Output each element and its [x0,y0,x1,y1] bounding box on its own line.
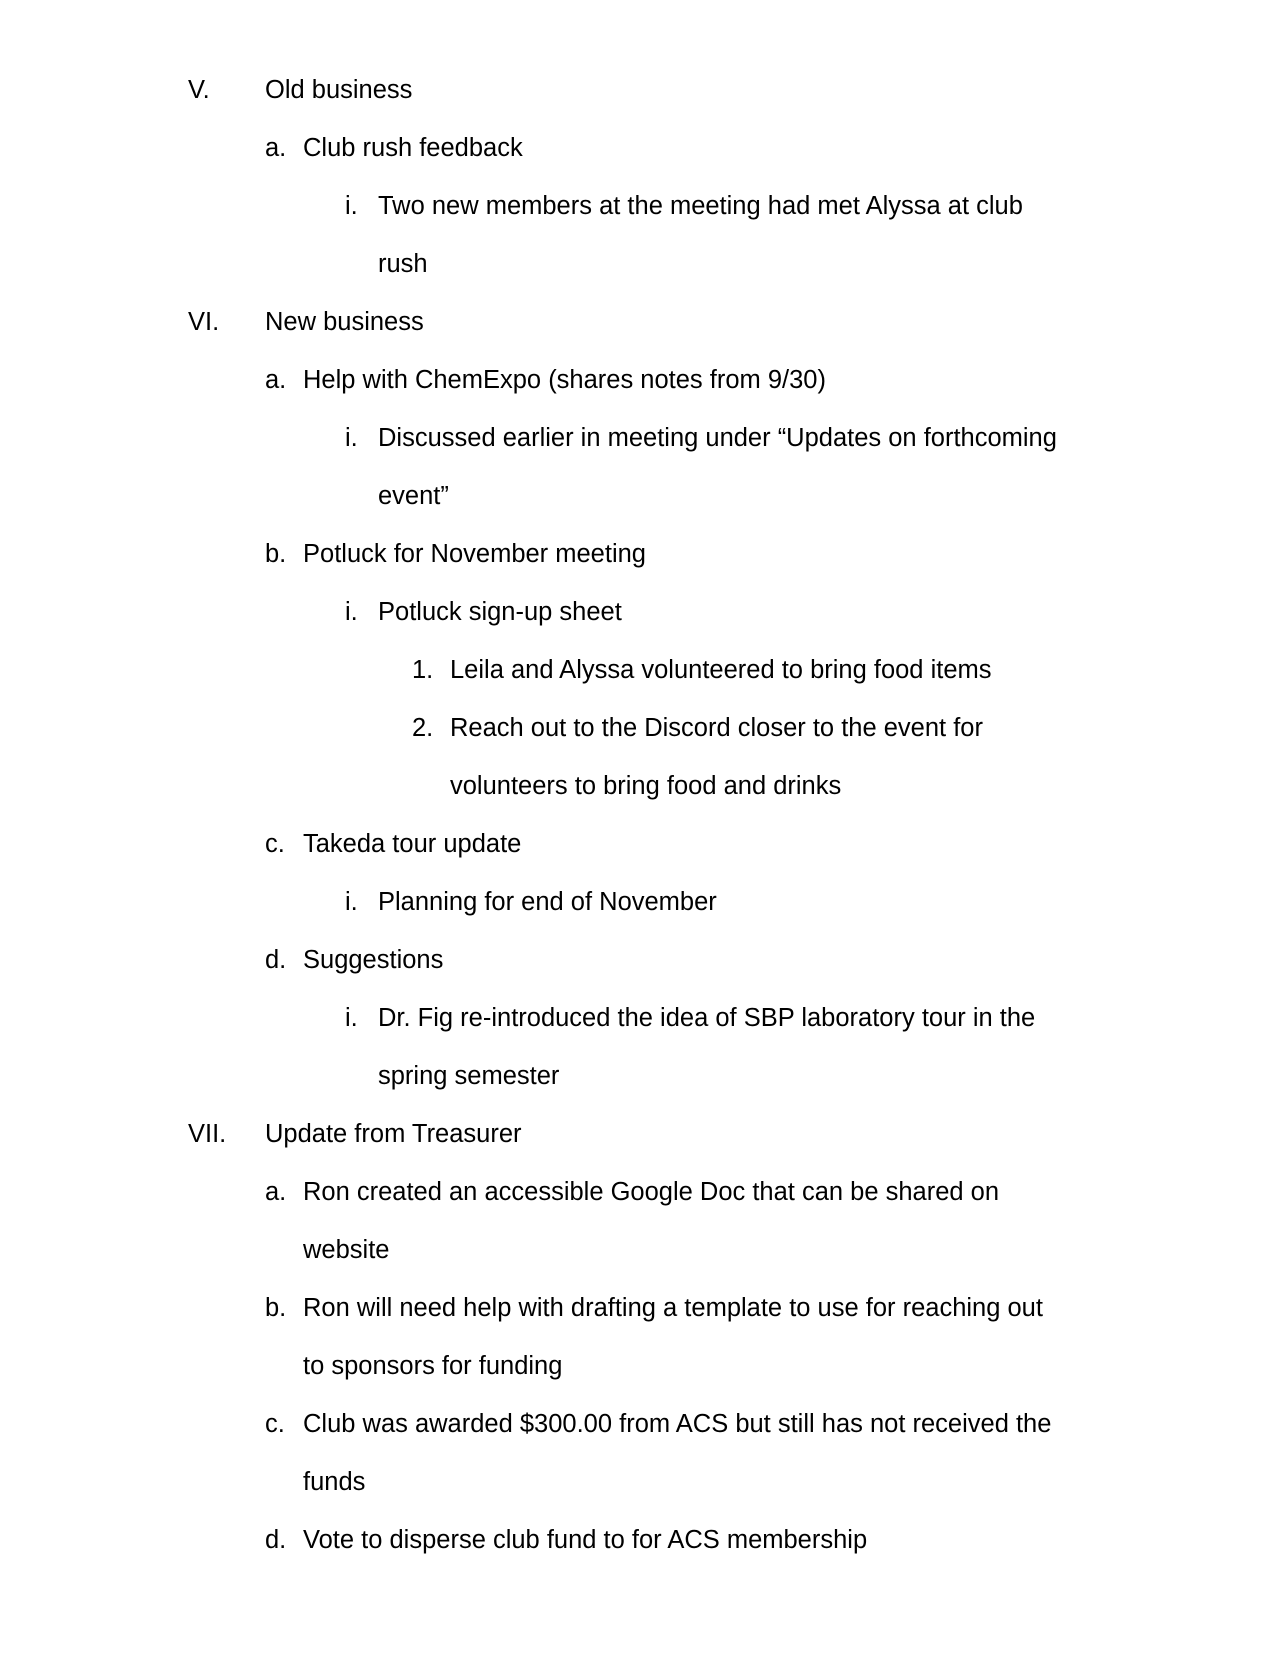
outline-line [0,931,1280,989]
outline-line-continuation [0,1221,1280,1279]
line-text: volunteers to bring food and drinks [450,772,842,800]
outline-line [0,177,1280,235]
line-text: Old business [265,76,413,104]
outline-line-continuation [0,757,1280,815]
list-marker: c. [265,1410,285,1438]
line-text: event” [378,482,449,510]
line-text: Reach out to the Discord closer to the event for [450,714,983,742]
outline-line [0,61,1280,119]
list-marker: d. [265,946,287,974]
line-text: Planning for end of November [378,888,717,916]
list-marker: c. [265,830,285,858]
outline-line [0,641,1280,699]
line-text: rush [378,250,428,278]
list-marker: b. [265,540,287,568]
list-marker: i. [345,192,358,220]
list-marker: i. [345,888,358,916]
line-text: Club rush feedback [303,134,523,162]
list-marker: i. [345,1004,358,1032]
line-text: Leila and Alyssa volunteered to bring food items [450,656,992,684]
list-marker: V. [188,76,210,104]
list-marker: 2. [412,714,434,742]
line-text: Update from Treasurer [265,1120,522,1148]
line-text: website [303,1236,390,1264]
outline-line-continuation [0,1453,1280,1511]
outline-line-continuation [0,467,1280,525]
outline-line [0,1395,1280,1453]
line-text: Takeda tour update [303,830,522,858]
line-text: Club was awarded $300.00 from ACS but still has not received the [303,1410,1052,1438]
list-marker: b. [265,1294,287,1322]
line-text: New business [265,308,424,336]
list-marker: i. [345,424,358,452]
outline-line [0,873,1280,931]
line-text: Potluck sign-up sheet [378,598,622,626]
line-text: Suggestions [303,946,444,974]
line-text: Discussed earlier in meeting under “Updates on forthcoming [378,424,1057,452]
outline-line [0,409,1280,467]
outline-line [0,293,1280,351]
outline-line [0,989,1280,1047]
line-text: funds [303,1468,366,1496]
outline-line [0,525,1280,583]
line-text: Two new members at the meeting had met Alyssa at club [378,192,1023,220]
list-marker: VII. [188,1120,227,1148]
outline-line [0,699,1280,757]
list-marker: a. [265,366,287,394]
outline-line [0,119,1280,177]
outline-line-continuation [0,1337,1280,1395]
line-text: spring semester [378,1062,560,1090]
line-text: Ron will need help with drafting a template to use for reaching out [303,1294,1043,1322]
outline-line-continuation [0,1047,1280,1105]
list-marker: d. [265,1526,287,1554]
outline-line [0,1279,1280,1337]
line-text: Help with ChemExpo (shares notes from 9/30) [303,366,826,394]
line-text: Dr. Fig re-introduced the idea of SBP laboratory tour in the [378,1004,1036,1032]
list-marker: a. [265,134,287,162]
line-text: Ron created an accessible Google Doc that can be shared on [303,1178,1000,1206]
outline-line [0,583,1280,641]
list-marker: VI. [188,308,220,336]
outline-line [0,815,1280,873]
outline-line-continuation [0,235,1280,293]
list-marker: a. [265,1178,287,1206]
line-text: Vote to disperse club fund to for ACS membership [303,1526,868,1554]
outline-line [0,1163,1280,1221]
outline-line [0,351,1280,409]
outline-line [0,1511,1280,1569]
outline-line [0,1105,1280,1163]
line-text: to sponsors for funding [303,1352,563,1380]
list-marker: i. [345,598,358,626]
line-text: Potluck for November meeting [303,540,646,568]
list-marker: 1. [412,656,434,684]
